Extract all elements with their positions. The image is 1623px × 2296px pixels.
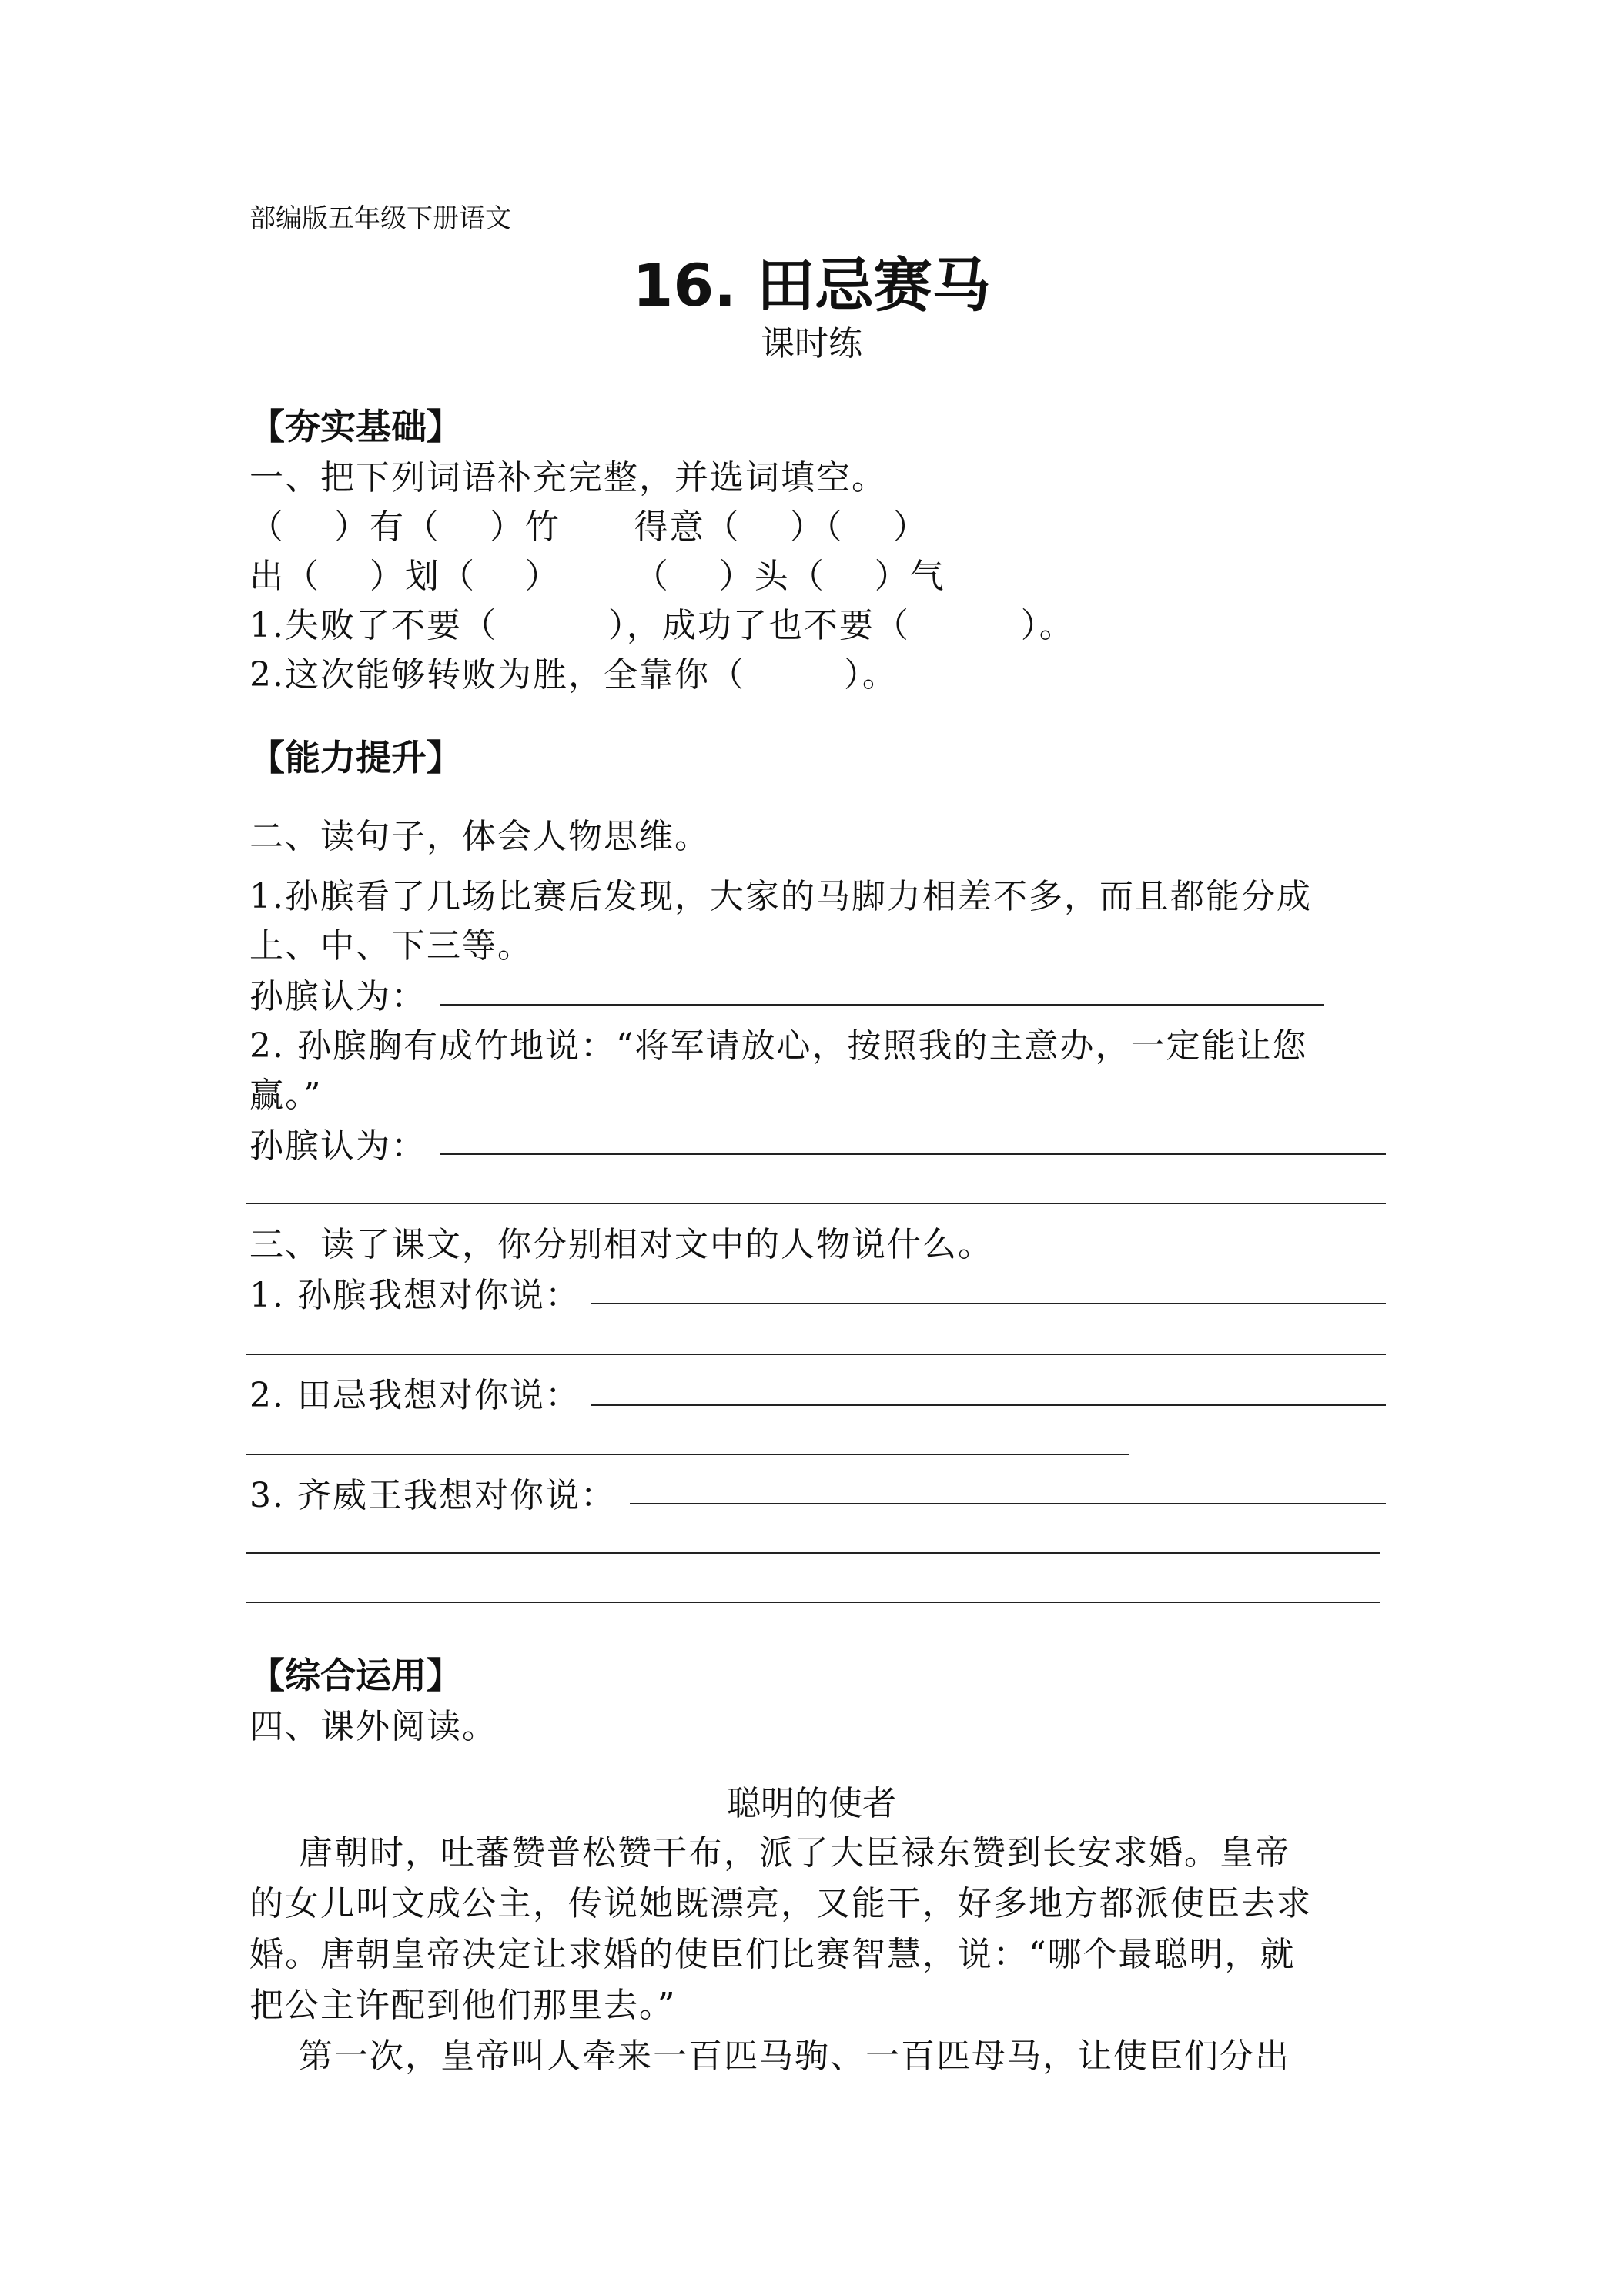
q2-item-2-answer-label: 孙膑认为：: [249, 1126, 427, 1166]
q2-item-2-answer-line-2[interactable]: [246, 1203, 1386, 1204]
q2-prompt: 二、读句子，体会人物思维。: [249, 817, 710, 856]
story-line: 唐朝时，吐蕃赞普松赞干布，派了大臣禄东赞到长安求婚。皇帝: [249, 1833, 1290, 1873]
q3-item-3-label: 3. 齐威王我想对你说：: [249, 1476, 616, 1515]
q4-prompt: 四、课外阅读。: [249, 1707, 497, 1746]
q2-item-1-line-2: 上、中、下三等。: [249, 926, 533, 966]
q1-idiom-row-1: （ ）有（ ）竹 得意（ ）（ ）: [249, 507, 929, 547]
q2-item-1-answer-line[interactable]: [440, 1004, 1324, 1006]
q3-item-2-answer-line-1[interactable]: [591, 1404, 1386, 1406]
q3-prompt: 三、读了课文，你分别相对文中的人物说什么。: [249, 1225, 993, 1264]
q2-item-1-answer-label: 孙膑认为：: [249, 977, 427, 1016]
story-title: 聪明的使者: [727, 1784, 896, 1823]
q3-item-2-answer-line-2[interactable]: [246, 1454, 1129, 1455]
series-header: 部编版五年级下册语文: [249, 203, 511, 234]
q2-item-2-line-1: 2. 孙膑胸有成竹地说：“将军请放心，按照我的主意办，一定能让您: [249, 1026, 1308, 1066]
story-line: 把公主许配到他们那里去。”: [249, 1986, 677, 2025]
q3-item-1-label: 1. 孙膑我想对你说：: [249, 1276, 581, 1315]
q2-item-2-line-2: 赢。”: [249, 1076, 323, 1115]
q1-sentence-2: 2.这次能够转败为胜，全靠你（ ）。: [249, 655, 898, 694]
q1-prompt: 一、把下列词语补充完整，并选词填空。: [249, 458, 887, 497]
section-basics-heading: 【夯实基础】: [249, 406, 462, 447]
q3-item-1-answer-line-2[interactable]: [246, 1354, 1386, 1355]
page-title: 16. 田忌赛马: [632, 251, 991, 320]
q3-item-3-answer-line-2[interactable]: [246, 1552, 1380, 1554]
q2-item-1-line-1: 1.孙膑看了几场比赛后发现，大家的马脚力相差不多，而且都能分成: [249, 877, 1312, 916]
story-line: 婚。唐朝皇帝决定让求婚的使臣们比赛智慧，说：“哪个最聪明，就: [249, 1935, 1296, 1974]
section-ability-heading: 【能力提升】: [249, 737, 462, 778]
q1-idiom-row-2: 出（ ）划（ ） （ ）头（ ）气: [249, 557, 945, 596]
q3-item-1-answer-line-1[interactable]: [591, 1303, 1386, 1304]
section-comprehensive-heading: 【综合运用】: [249, 1655, 462, 1696]
story-line: 第一次，皇帝叫人牵来一百匹马驹、一百匹母马，让使臣们分出: [249, 2037, 1290, 2076]
q1-sentence-1: 1.失败了不要（ ），成功了也不要（ ）。: [249, 606, 1075, 645]
q3-item-3-answer-line-3[interactable]: [246, 1602, 1380, 1603]
q3-item-2-label: 2. 田忌我想对你说：: [249, 1376, 581, 1415]
q3-item-3-answer-line-1[interactable]: [630, 1503, 1386, 1504]
story-line: 的女儿叫文成公主，传说她既漂亮，又能干，好多地方都派使臣去求: [249, 1884, 1312, 1923]
page-subtitle: 课时练: [761, 324, 862, 363]
q2-item-2-answer-line-1[interactable]: [440, 1153, 1386, 1155]
